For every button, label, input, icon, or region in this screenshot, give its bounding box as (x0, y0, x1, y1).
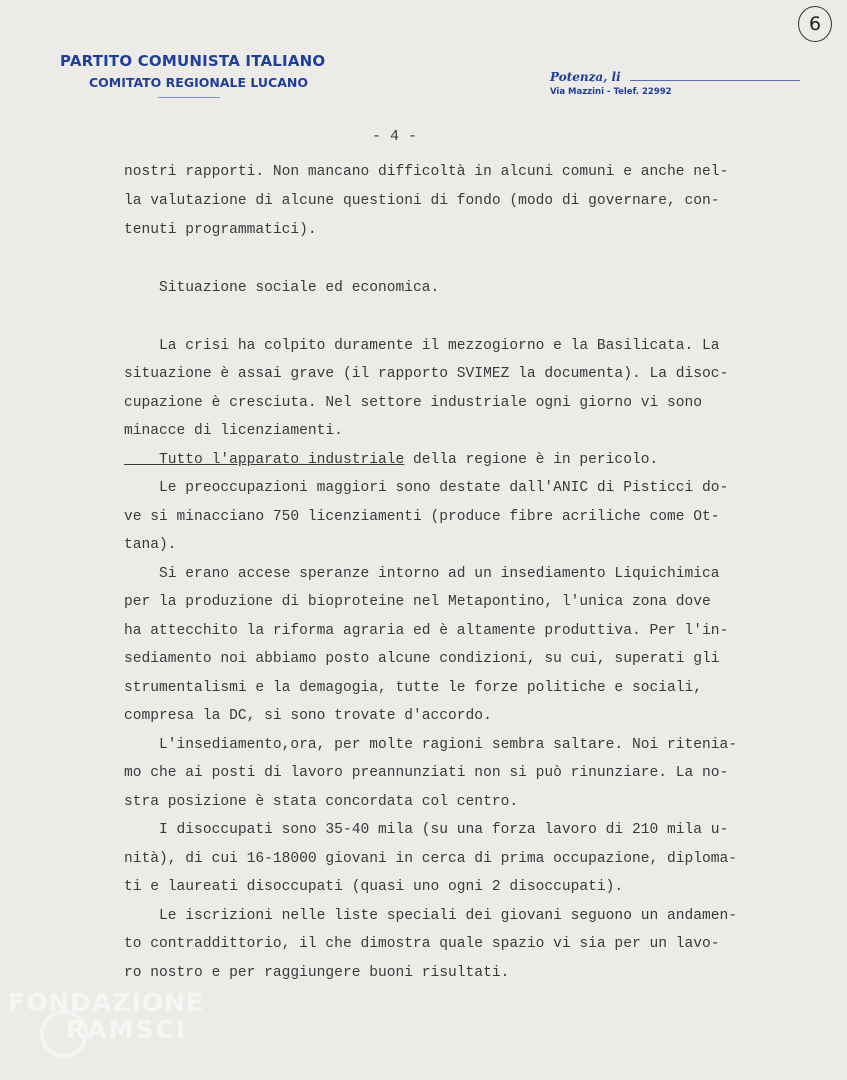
line-text: mo che ai posti di lavoro preannunziati non si può rinunziare. La no- (124, 765, 729, 781)
line-text: nostri rapporti. Non mancano difficoltà in alcuni comuni e anche nel- (124, 164, 729, 180)
text-lines (124, 164, 784, 994)
text-line (124, 965, 509, 981)
text-line (124, 566, 720, 582)
text-line (124, 879, 623, 895)
text-line (124, 280, 439, 296)
watermark-line-2: RAMSCI (66, 1015, 188, 1044)
watermark-line-1: FONDAZIONE (8, 988, 205, 1017)
line-text: La crisi ha colpito duramente il mezzogiorno e la Basilicata. La (124, 338, 720, 354)
line-text: situazione è assai grave (il rapporto SVIMEZ la documenta). La disoc- (124, 366, 729, 382)
line-text: sediamento noi abbiamo posto alcune condizioni, su cui, superati gli (124, 651, 720, 667)
line-text: cupazione è cresciuta. Nel settore industriale ogni giorno vi sono (124, 395, 703, 411)
text-line (124, 480, 728, 496)
text-line (124, 338, 720, 354)
line-text: L'insediamento,ora, per molte ragioni sembra saltare. Noi ritenia- (124, 737, 738, 753)
watermark (8, 990, 204, 1042)
page-stamp: 6 (798, 6, 832, 42)
letterhead-sub: COMITATO REGIONALE LUCANO (89, 75, 308, 90)
line-text: ve si minacciano 750 licenziamenti (produce fibre acriliche come Ot- (124, 509, 720, 525)
text-line (124, 594, 711, 610)
text-line (124, 851, 737, 867)
text-line (124, 936, 720, 952)
text-line (124, 193, 720, 209)
body-text (124, 164, 784, 994)
text-line (124, 794, 518, 810)
line-text: stra posizione è stata concordata col centro. (124, 794, 519, 810)
text-line (124, 737, 737, 753)
text-line (124, 366, 728, 382)
text-line (124, 908, 737, 924)
line-text: compresa la DC, si sono trovate d'accordo. (124, 708, 492, 724)
text-line (124, 623, 728, 639)
line-text: minacce di licenziamenti. (124, 423, 343, 439)
line-text: nità), di cui 16-18000 giovani in cerca di prima occupazione, diploma- (124, 851, 738, 867)
line-text: Le preoccupazioni maggiori sono destate dall'ANIC di Pisticci do- (124, 480, 729, 496)
letterhead-org: PARTITO COMUNISTA ITALIANO (60, 52, 326, 70)
text-line (124, 708, 492, 724)
line-text: della regione è in pericolo. (404, 452, 659, 468)
text-line (124, 222, 317, 238)
line-text: ha attecchito la riforma agraria ed è altamente produttiva. Per l'in- (124, 623, 729, 639)
text-line (124, 822, 728, 838)
line-text: la valutazione di alcune questioni di fondo (modo di governare, con- (124, 193, 720, 209)
line-text: tenuti programmatici). (124, 222, 317, 238)
text-line (124, 423, 343, 439)
text-line (124, 680, 702, 696)
text-line (124, 164, 728, 180)
place-date-label: Potenza, li (550, 70, 621, 84)
address-line: Via Mazzini - Telef. 22992 (550, 87, 672, 97)
line-text: strumentalismi e la demagogia, tutte le forze politiche e sociali, (124, 680, 703, 696)
text-line (124, 765, 728, 781)
text-line (124, 509, 720, 525)
text-line (124, 395, 702, 411)
underlined-phrase: Tutto l'apparato industriale (124, 452, 405, 468)
text-line (124, 537, 177, 553)
letterhead-rule (158, 97, 220, 98)
line-text: Si erano accese speranze intorno ad un insediamento Liquichimica (124, 566, 720, 582)
line-text: tana). (124, 537, 177, 553)
line-text: to contraddittorio, il che dimostra quale spazio vi sia per un lavo- (124, 936, 720, 952)
line-text: ti e laureati disoccupati (quasi uno ogni 2 disoccupati). (124, 879, 624, 895)
text-line (124, 452, 658, 468)
line-text: per la produzione di bioproteine nel Metapontino, l'unica zona dove (124, 594, 711, 610)
line-text: Situazione sociale ed economica. (124, 280, 440, 296)
date-line (630, 80, 800, 81)
line-text: ro nostro e per raggiungere buoni risultati. (124, 965, 510, 981)
page-number: - 4 - (372, 128, 418, 145)
line-text: Le iscrizioni nelle liste speciali dei giovani seguono un andamen- (124, 908, 738, 924)
text-line (124, 651, 720, 667)
line-text: I disoccupati sono 35-40 mila (su una forza lavoro di 210 mila u- (124, 822, 729, 838)
